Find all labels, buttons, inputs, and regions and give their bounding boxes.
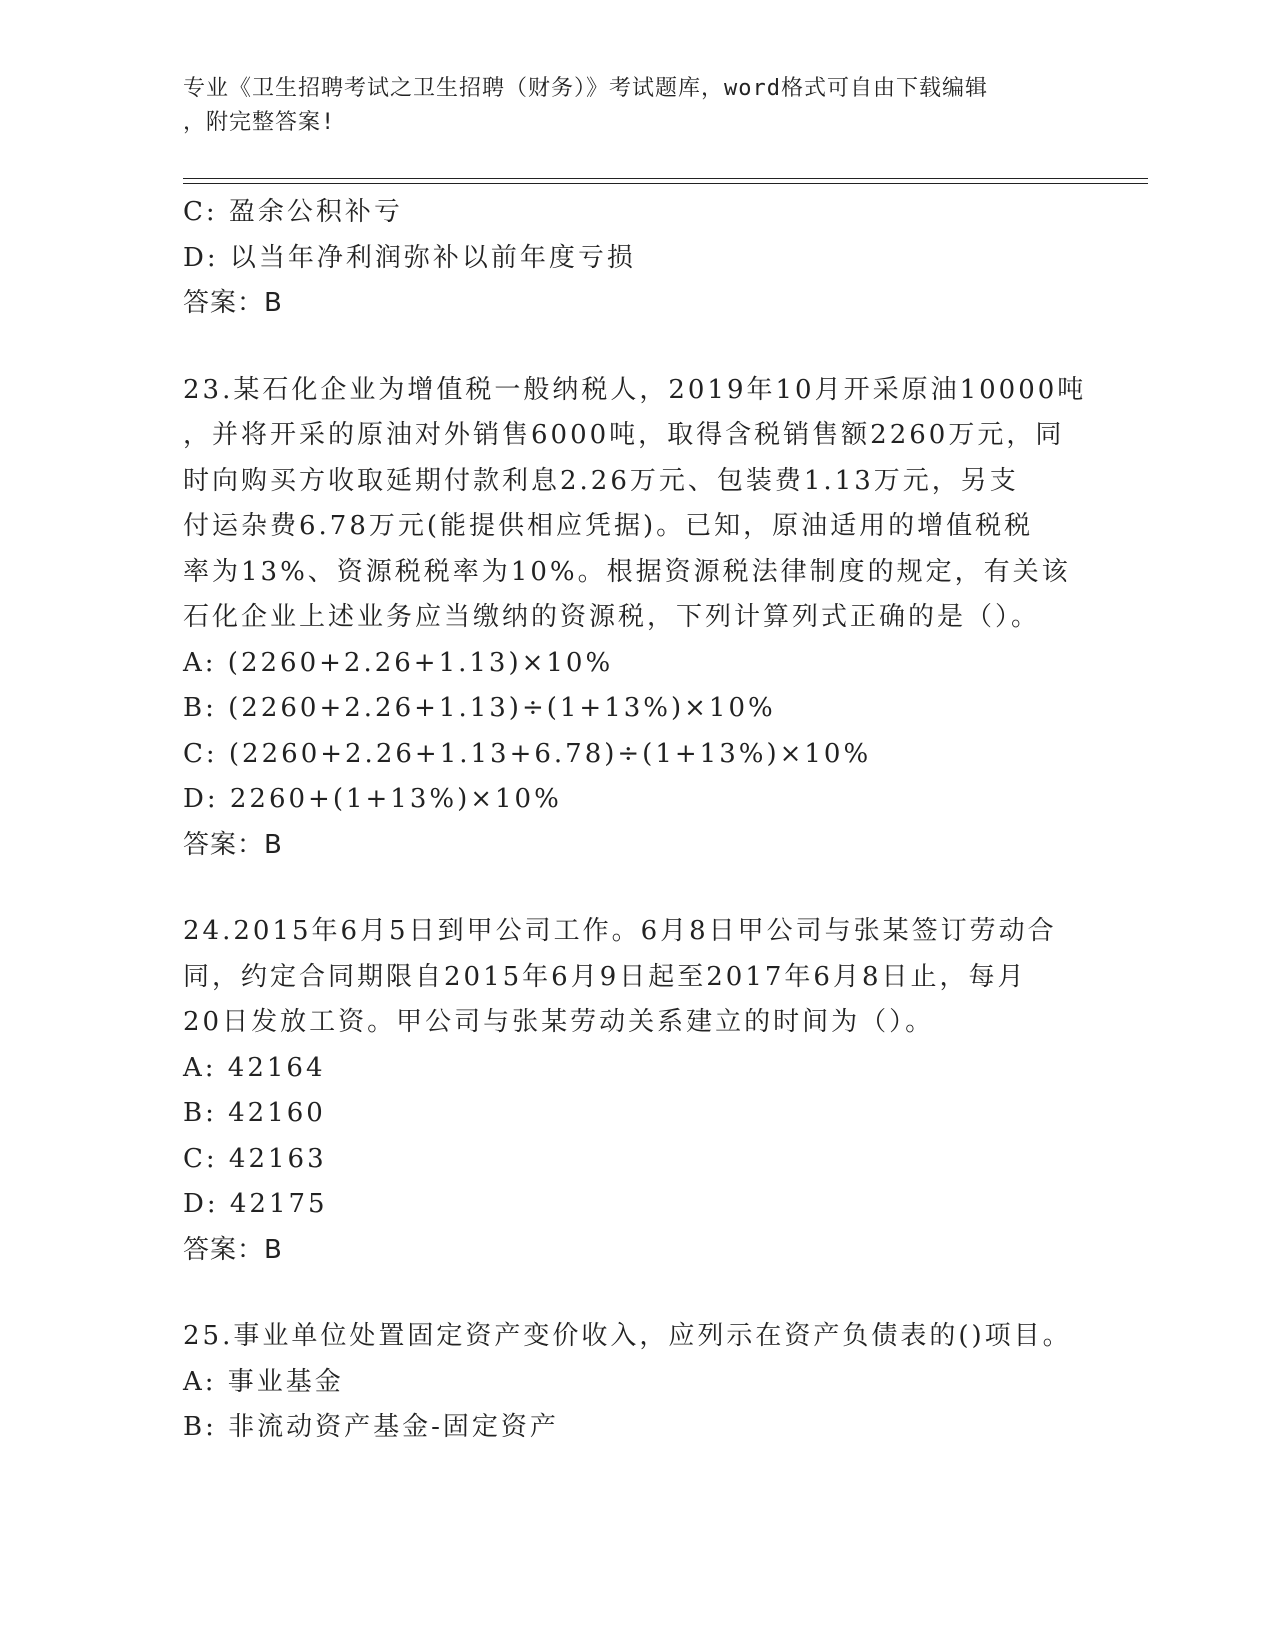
answer-label: 答案：B [183, 829, 283, 860]
option-b: B: 42160 [183, 1098, 326, 1128]
answer-label: 答案：B [183, 1234, 283, 1265]
question-24 [183, 909, 1083, 1273]
header-divider-bottom [183, 183, 1148, 184]
question-text-line: 20日发放工资。甲公司与张某劳动关系建立的时间为（）。 [183, 1007, 935, 1037]
option-c: C: 盈余公积补亏 [183, 197, 403, 227]
question-text-line: 24.2015年6月5日到甲公司工作。6月8日甲公司与张某签订劳动合 [183, 916, 1057, 946]
document-header [183, 72, 1063, 140]
question-text-line: 时向购买方收取延期付款利息2.26万元、包装费1.13万元，另支 [183, 465, 1019, 496]
question-text-line: 石化企业上述业务应当缴纳的资源税，下列计算列式正确的是（）。 [183, 602, 1041, 632]
option-d: D: 42175 [183, 1189, 328, 1219]
header-line-2: ，附完整答案! [183, 110, 336, 135]
question-23 [183, 368, 1087, 869]
question-text-line: 25.事业单位处置固定资产变价收入，应列示在资产负债表的()项目。 [183, 1321, 1072, 1351]
question-text-line: 付运杂费6.78万元(能提供相应凭据)。已知，原油适用的增值税税 [183, 511, 1034, 541]
option-d: D: 2260+(1+13%)×10% [183, 784, 562, 814]
answer-label: 答案：B [183, 288, 283, 318]
question-22-tail [183, 190, 1083, 327]
option-c: C: (2260+2.26+1.13+6.78)÷(1+13%)×10% [183, 738, 872, 769]
question-text-line: 同，约定合同期限自2015年6月9日起至2017年6月8日止，每月 [183, 961, 1027, 992]
option-a: A: 事业基金 [183, 1366, 344, 1397]
question-text-line: 23.某石化企业为增值税一般纳税人，2019年10月开采原油10000吨 [183, 374, 1087, 405]
question-text-line: ，并将开采的原油对外销售6000吨，取得含税销售额2260万元，同 [183, 420, 1065, 450]
option-c: C: 42163 [183, 1143, 327, 1174]
question-text-line: 率为13%、资源税税率为10%。根据资源税法律制度的规定，有关该 [183, 556, 1071, 587]
option-a: A: (2260+2.26+1.13)×10% [183, 647, 614, 678]
option-d: D: 以当年净利润弥补以前年度亏损 [183, 242, 636, 273]
header-divider-top [183, 178, 1148, 179]
option-a: A: 42164 [183, 1052, 326, 1083]
option-b: B: (2260+2.26+1.13)÷(1+13%)×10% [183, 693, 776, 723]
header-line-1: 专业《卫生招聘考试之卫生招聘（财务）》考试题库，word格式可自由下载编辑 [183, 76, 988, 101]
question-25 [183, 1314, 1083, 1451]
question-content [183, 190, 1087, 1451]
option-b: B: 非流动资产基金-固定资产 [183, 1412, 559, 1442]
